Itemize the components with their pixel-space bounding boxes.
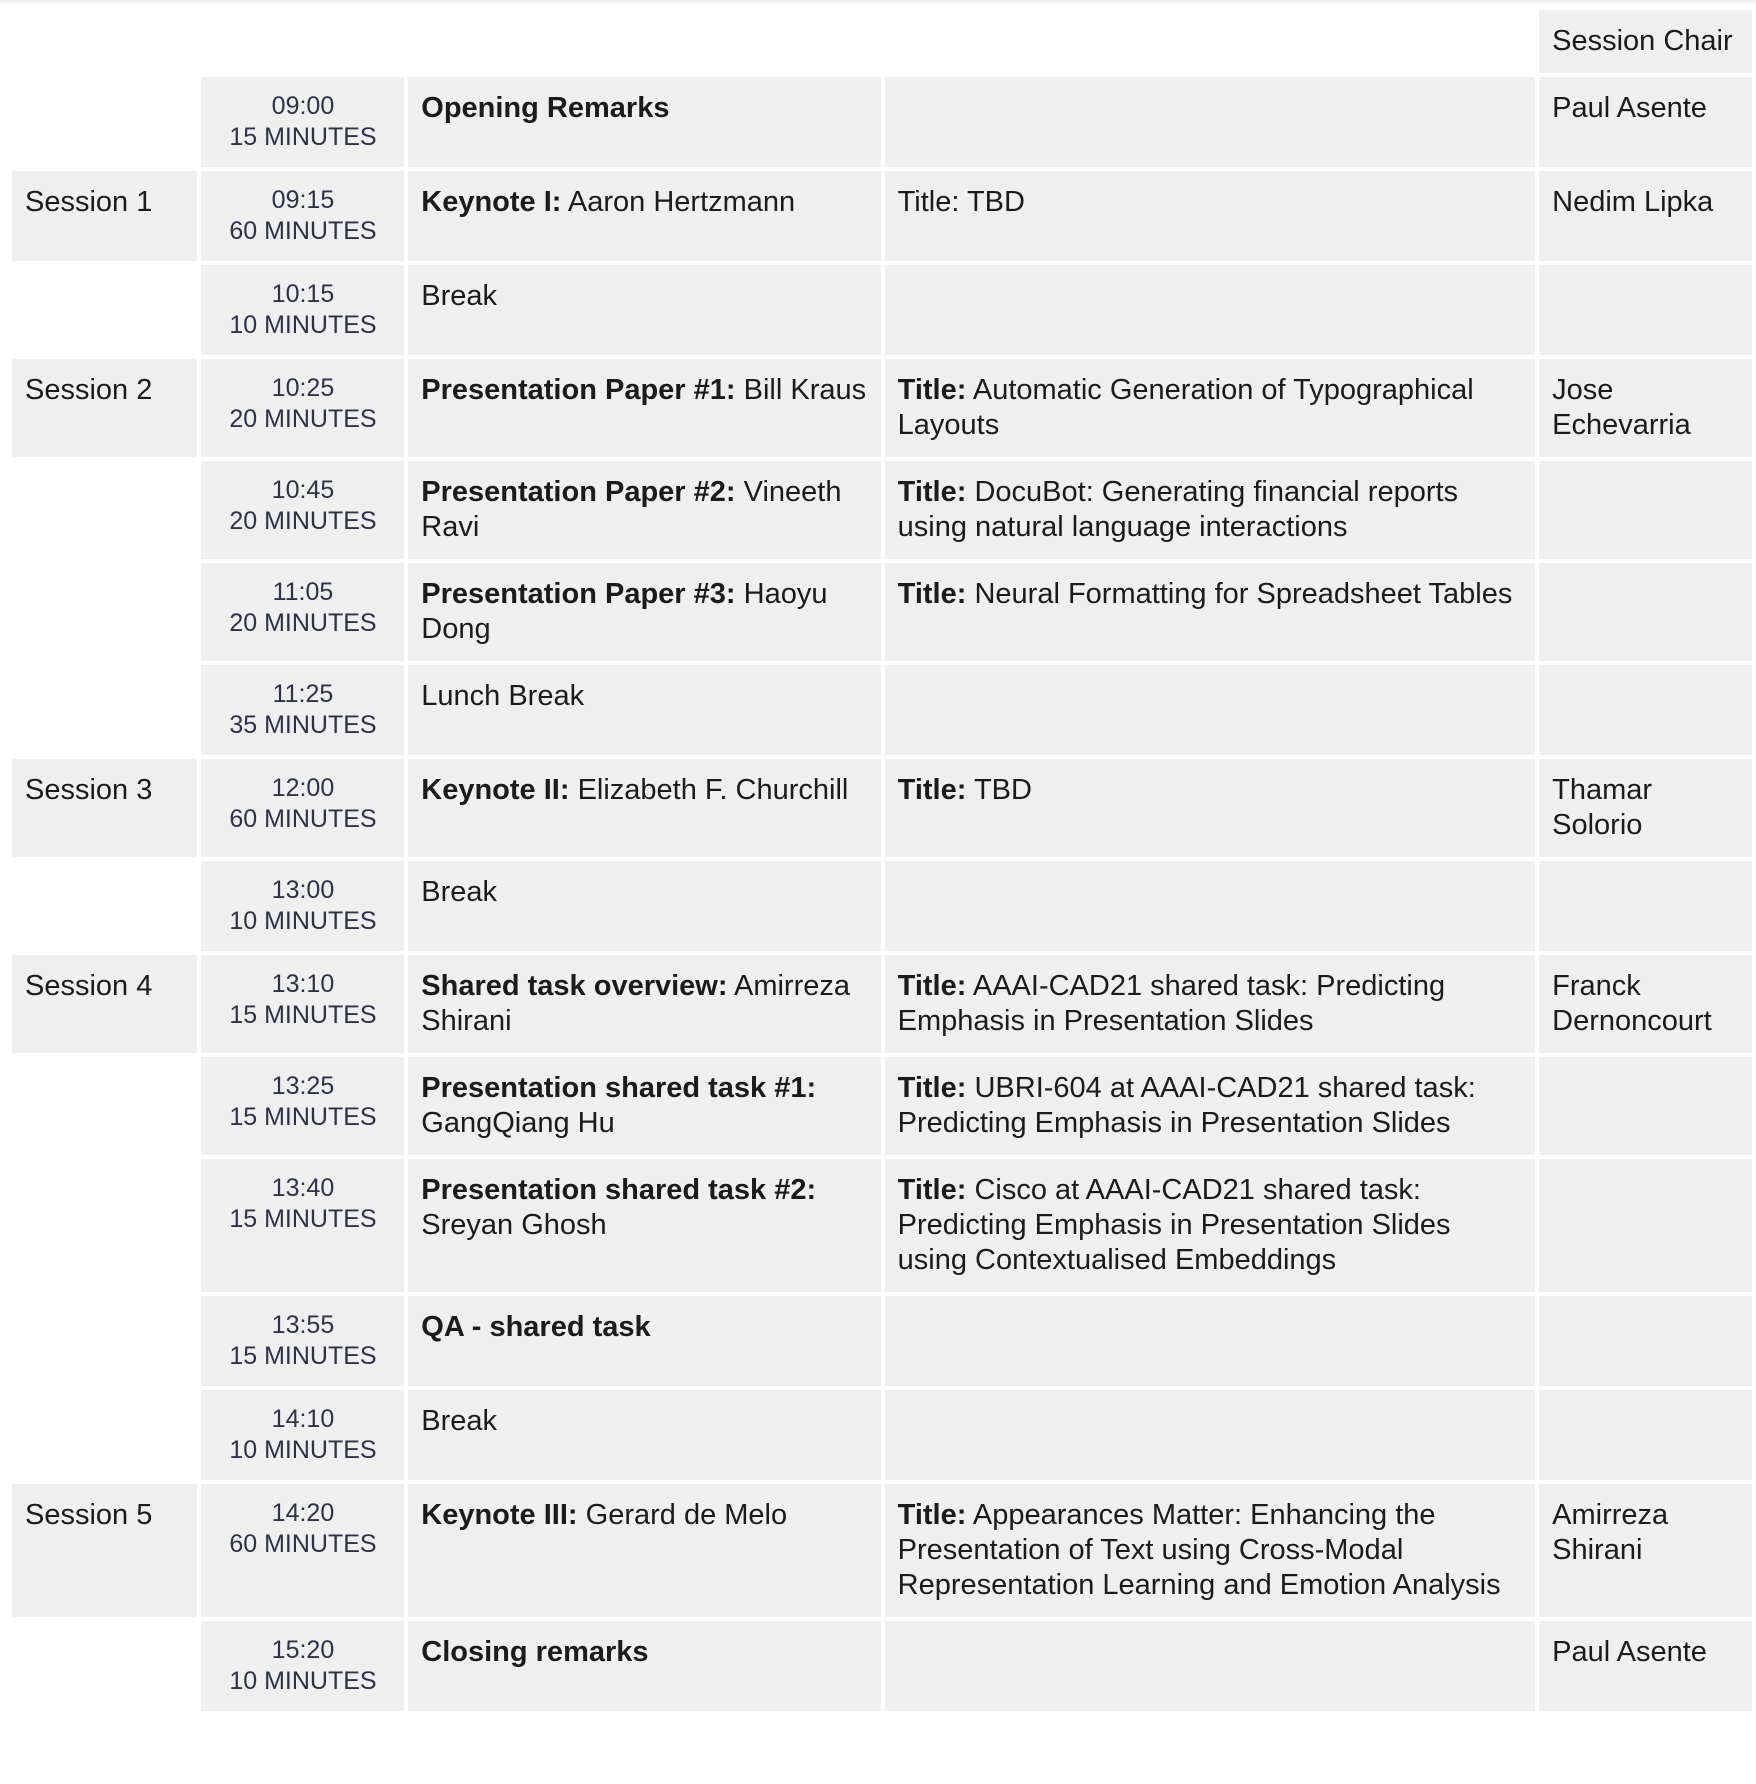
session-cell: Session 4: [12, 955, 197, 1053]
event-label: Shared task overview:: [421, 970, 728, 1002]
table-row: [12, 1484, 1752, 1617]
session-cell: Session 5: [12, 1484, 197, 1617]
title-label: Title:: [897, 578, 967, 610]
title-label: Title:: [897, 1499, 967, 1531]
event-label: Presentation shared task #1:: [421, 1072, 817, 1104]
title-cell: [885, 665, 1535, 755]
header-row: [12, 10, 1752, 73]
event-cell: [408, 171, 880, 261]
time-cell: [201, 461, 405, 559]
start-time: 10:25: [271, 374, 335, 402]
table-row: [12, 1159, 1752, 1292]
title-label: Title:: [897, 1072, 967, 1104]
time-cell: [201, 1484, 405, 1617]
title-cell: [885, 77, 1535, 167]
start-time: 15:20: [271, 1636, 335, 1664]
table-row: [12, 1057, 1752, 1155]
session-cell: [12, 1621, 197, 1711]
title-label: Title:: [897, 374, 967, 406]
event-text: Break: [421, 280, 498, 312]
chair-cell: [1539, 861, 1752, 951]
event-text: Vineeth Ravi: [421, 476, 842, 543]
event-cell: [408, 1484, 880, 1617]
table-row: [12, 77, 1752, 167]
session-cell: [12, 1159, 197, 1292]
chair-cell: Thamar Solorio: [1539, 759, 1752, 857]
session-cell: [12, 265, 197, 355]
header-blank: [408, 10, 880, 73]
table-row: [12, 171, 1752, 261]
duration: 10 MINUTES: [229, 1436, 377, 1464]
header-blank: [12, 10, 197, 73]
event-label: Keynote III:: [421, 1499, 578, 1531]
time-cell: [201, 759, 405, 857]
event-text: GangQiang Hu: [421, 1107, 615, 1139]
title-text: Neural Formatting for Spreadsheet Tables: [966, 578, 1513, 610]
event-text: Break: [421, 876, 498, 908]
event-label: Opening Remarks: [421, 92, 670, 124]
event-label: QA - shared task: [421, 1311, 651, 1343]
start-time: 11:05: [272, 578, 334, 606]
event-cell: [408, 359, 880, 457]
title-cell: [885, 171, 1535, 261]
header-blank: [201, 10, 405, 73]
title-cell: [885, 1057, 1535, 1155]
title-cell: [885, 1390, 1535, 1480]
event-cell: [408, 1390, 880, 1480]
table-row: [12, 665, 1752, 755]
duration: 20 MINUTES: [229, 405, 377, 433]
duration: 15 MINUTES: [229, 1205, 377, 1233]
session-cell: [12, 1296, 197, 1386]
title-text: UBRI-604 at AAAI-CAD21 shared task: Predicting Emphasis in Presentation Slides: [897, 1072, 1476, 1139]
event-label: Presentation Paper #2:: [421, 476, 736, 508]
top-divider: [0, 0, 1756, 4]
session-cell: [12, 861, 197, 951]
duration: 15 MINUTES: [229, 1342, 377, 1370]
start-time: 12:00: [271, 774, 335, 802]
duration: 60 MINUTES: [229, 217, 377, 245]
time-cell: [201, 171, 405, 261]
table-row: [12, 955, 1752, 1053]
time-cell: [201, 1296, 405, 1386]
event-text: Sreyan Ghosh: [421, 1209, 607, 1241]
title-cell: [885, 1621, 1535, 1711]
session-cell: [12, 563, 197, 661]
title-label: Title:: [897, 774, 967, 806]
event-text: Bill Kraus: [735, 374, 867, 406]
title-cell: [885, 359, 1535, 457]
chair-cell: Amirreza Shirani: [1539, 1484, 1752, 1617]
chair-cell: Franck Dernoncourt: [1539, 955, 1752, 1053]
duration: 35 MINUTES: [229, 711, 377, 739]
duration: 15 MINUTES: [229, 1001, 377, 1029]
title-cell: [885, 461, 1535, 559]
duration: 10 MINUTES: [229, 1667, 377, 1695]
chair-cell: [1539, 1296, 1752, 1386]
event-label: Presentation shared task #2:: [421, 1174, 817, 1206]
session-cell: Session 1: [12, 171, 197, 261]
title-cell: [885, 861, 1535, 951]
event-label: Keynote I:: [421, 186, 562, 218]
event-text: Aaron Hertzmann: [561, 186, 796, 218]
title-text: Title: TBD: [897, 186, 1025, 218]
title-text: AAAI-CAD21 shared task: Predicting Emphasis in Presentation Slides: [897, 970, 1446, 1037]
table-row: [12, 359, 1752, 457]
start-time: 11:25: [272, 680, 334, 708]
time-cell: [201, 1057, 405, 1155]
event-cell: [408, 759, 880, 857]
time-cell: [201, 1621, 405, 1711]
chair-cell: [1539, 1390, 1752, 1480]
time-cell: [201, 1390, 405, 1480]
event-label: Presentation Paper #3:: [421, 578, 736, 610]
event-cell: [408, 265, 880, 355]
time-cell: [201, 359, 405, 457]
schedule-table: [8, 6, 1756, 1715]
session-cell: [12, 461, 197, 559]
session-cell: [12, 1390, 197, 1480]
event-text: Gerard de Melo: [577, 1499, 788, 1531]
title-label: Title:: [897, 970, 967, 1002]
duration: 10 MINUTES: [229, 907, 377, 935]
start-time: 13:10: [271, 970, 335, 998]
chair-cell: [1539, 461, 1752, 559]
chair-cell: Paul Asente: [1539, 1621, 1752, 1711]
chair-cell: [1539, 1159, 1752, 1292]
table-row: [12, 861, 1752, 951]
event-cell: [408, 1057, 880, 1155]
title-cell: [885, 1484, 1535, 1617]
session-cell: [12, 77, 197, 167]
start-time: 14:10: [271, 1405, 335, 1433]
title-label: Title:: [897, 476, 967, 508]
session-cell: [12, 1057, 197, 1155]
chair-cell: [1539, 265, 1752, 355]
duration: 10 MINUTES: [229, 311, 377, 339]
start-time: 10:45: [271, 476, 335, 504]
event-cell: [408, 861, 880, 951]
start-time: 10:15: [271, 280, 335, 308]
start-time: 14:20: [271, 1499, 335, 1527]
title-cell: [885, 759, 1535, 857]
chair-cell: [1539, 1057, 1752, 1155]
header-blank: [885, 10, 1535, 73]
event-text: Amirreza Shirani: [421, 970, 851, 1037]
title-text: TBD: [966, 774, 1032, 806]
event-cell: [408, 1296, 880, 1386]
duration: 15 MINUTES: [229, 123, 377, 151]
session-cell: Session 2: [12, 359, 197, 457]
event-cell: [408, 563, 880, 661]
event-cell: [408, 461, 880, 559]
event-cell: [408, 77, 880, 167]
start-time: 13:00: [271, 876, 335, 904]
event-cell: [408, 1621, 880, 1711]
time-cell: [201, 1159, 405, 1292]
duration: 60 MINUTES: [229, 805, 377, 833]
title-text: Automatic Generation of Typographical Layouts: [897, 374, 1474, 441]
table-row: [12, 1296, 1752, 1386]
table-row: [12, 461, 1752, 559]
event-label: Closing remarks: [421, 1636, 649, 1668]
event-label: Presentation Paper #1:: [421, 374, 736, 406]
duration: 60 MINUTES: [229, 1530, 377, 1558]
start-time: 13:25: [271, 1072, 335, 1100]
chair-cell: Jose Echevarria: [1539, 359, 1752, 457]
duration: 20 MINUTES: [229, 507, 377, 535]
event-text: Elizabeth F. Churchill: [569, 774, 849, 806]
time-cell: [201, 563, 405, 661]
event-cell: [408, 665, 880, 755]
title-cell: [885, 265, 1535, 355]
table-row: [12, 265, 1752, 355]
session-cell: [12, 665, 197, 755]
title-cell: [885, 563, 1535, 661]
title-text: DocuBot: Generating financial reports using natural language interactions: [897, 476, 1459, 543]
title-cell: [885, 1159, 1535, 1292]
event-text: Break: [421, 1405, 498, 1437]
start-time: 09:00: [271, 92, 335, 120]
title-label: Title:: [897, 1174, 967, 1206]
session-chair-header: Session Chair: [1539, 10, 1752, 73]
chair-cell: [1539, 563, 1752, 661]
event-text: Lunch Break: [421, 680, 585, 712]
table-row: [12, 1390, 1752, 1480]
duration: 20 MINUTES: [229, 609, 377, 637]
title-cell: [885, 955, 1535, 1053]
chair-cell: [1539, 665, 1752, 755]
title-text: Cisco at AAAI-CAD21 shared task: Predicting Emphasis in Presentation Slides using Contextualised Embeddings: [897, 1174, 1451, 1276]
event-label: Keynote II:: [421, 774, 570, 806]
time-cell: [201, 77, 405, 167]
duration: 15 MINUTES: [229, 1103, 377, 1131]
chair-cell: Paul Asente: [1539, 77, 1752, 167]
start-time: 13:40: [271, 1174, 335, 1202]
time-cell: [201, 665, 405, 755]
time-cell: [201, 265, 405, 355]
table-row: [12, 563, 1752, 661]
event-cell: [408, 1159, 880, 1292]
table-row: [12, 759, 1752, 857]
start-time: 13:55: [271, 1311, 335, 1339]
time-cell: [201, 955, 405, 1053]
session-cell: Session 3: [12, 759, 197, 857]
title-text: Appearances Matter: Enhancing the Presentation of Text using Cross-Modal Representation Learning and Emotion Analysis: [897, 1499, 1501, 1601]
table-row: [12, 1621, 1752, 1711]
time-cell: [201, 861, 405, 951]
start-time: 09:15: [271, 186, 335, 214]
event-text: Haoyu Dong: [421, 578, 828, 645]
event-cell: [408, 955, 880, 1053]
chair-cell: Nedim Lipka: [1539, 171, 1752, 261]
title-cell: [885, 1296, 1535, 1386]
